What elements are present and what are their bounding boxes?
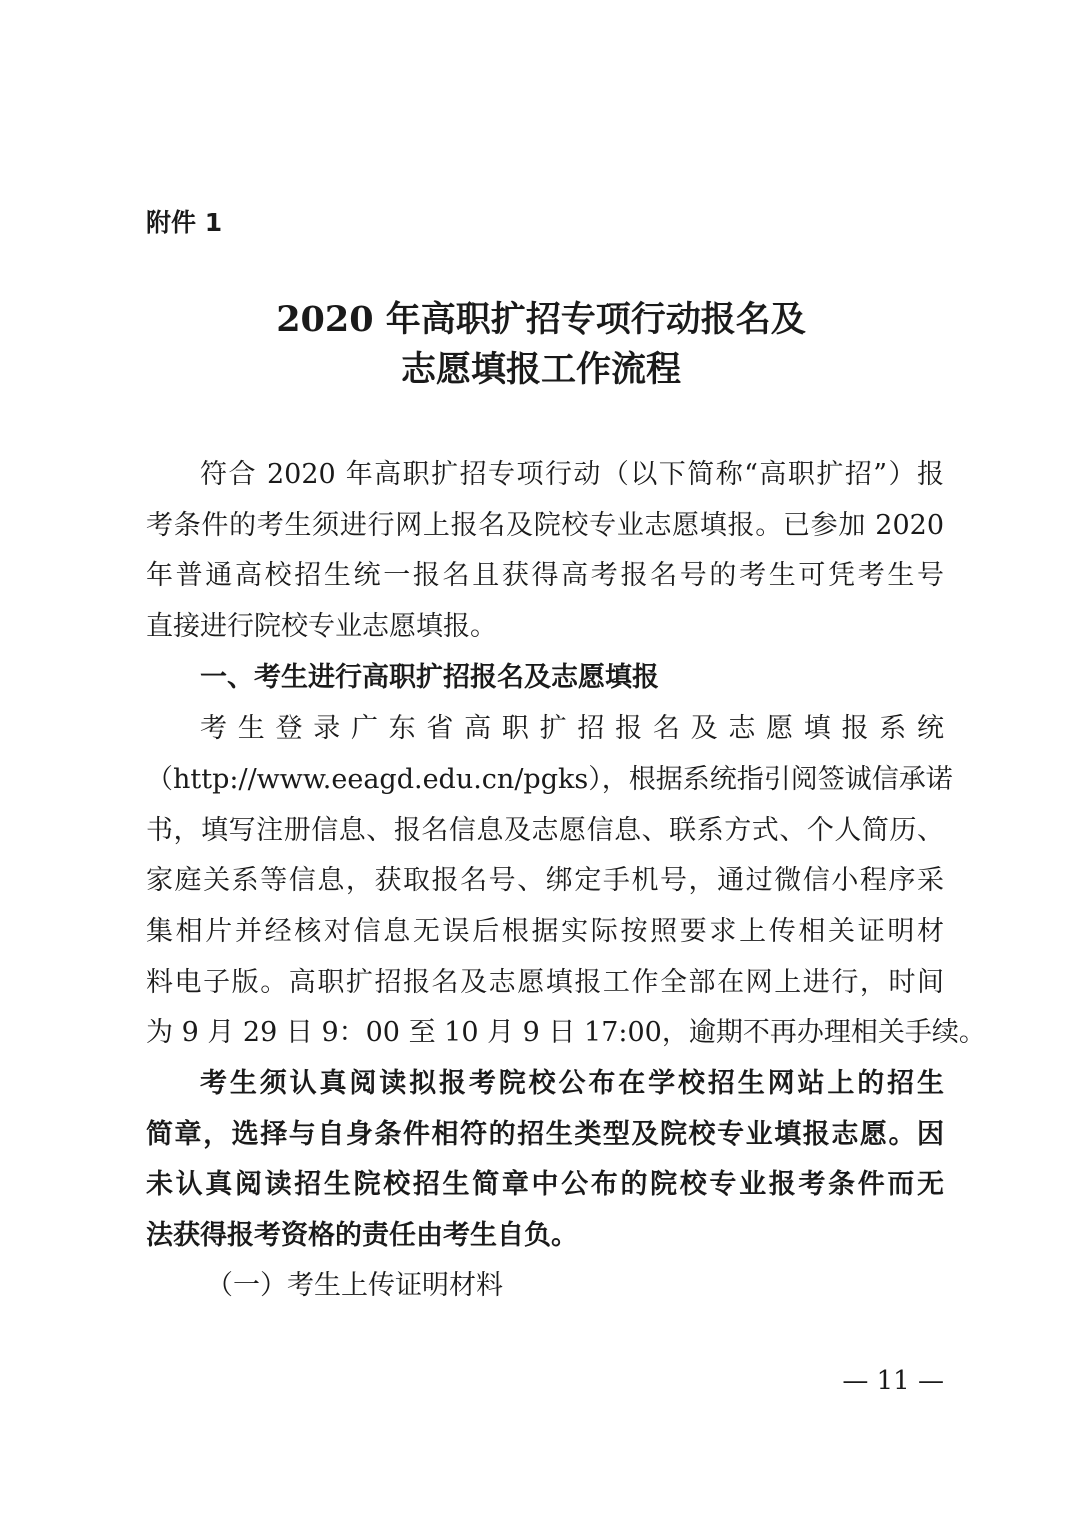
subheading: （一）考生上传证明材料 — [206, 1270, 503, 1301]
intro-line-4: 直接进行院校专业志愿填报。 — [146, 611, 497, 642]
intro-line-2: 考条件的考生须进行网上报名及院校专业志愿填报。已参加 2020 — [146, 510, 944, 541]
para2-line-3: 未认真阅读招生院校招生简章中公布的院校专业报考条件而无 — [146, 1169, 944, 1200]
attachment-label: 附件 1 — [146, 208, 223, 237]
para2-line-4: 法获得报考资格的责任由考生自负。 — [146, 1220, 578, 1251]
title-line-1: 2020 年高职扩招专项行动报名及 — [276, 299, 806, 340]
para1-line-6: 料电子版。高职扩招报名及志愿填报工作全部在网上进行，时间 — [146, 967, 944, 998]
para1-line-7: 为 9 月 29 日 9：00 至 10 月 9 日 17:00，逾期不再办理相关手续。 — [146, 1017, 986, 1048]
para1-line-4: 家庭关系等信息，获取报名号、绑定手机号，通过微信小程序采 — [146, 865, 944, 896]
page-number: — 11 — — [842, 1366, 944, 1396]
para1-line-5: 集相片并经核对信息无误后根据实际按照要求上传相关证明材 — [146, 916, 944, 947]
section-heading: 一、考生进行高职扩招报名及志愿填报 — [200, 662, 659, 693]
para2-line-1: 考生须认真阅读拟报考院校公布在学校招生网站上的招生 — [200, 1068, 944, 1099]
intro-line-1: 符合 2020 年高职扩招专项行动（以下简称“高职扩招”）报 — [200, 459, 944, 490]
intro-line-3: 年普通高校招生统一报名且获得高考报名号的考生可凭考生号 — [146, 560, 944, 591]
title-line-2: 志愿填报工作流程 — [400, 349, 681, 390]
para1-line-2: （http://www.eeagd.edu.cn/pgks），根据系统指引阅签诚信承诺 — [146, 764, 953, 795]
para1-line-3: 书，填写注册信息、报名信息及志愿信息、联系方式、个人简历、 — [146, 815, 944, 846]
para2-line-2: 简章，选择与自身条件相符的招生类型及院校专业填报志愿。因 — [146, 1119, 944, 1150]
para1-line-1: 考生登录广东省高职扩招报名及志愿填报系统 — [200, 713, 944, 744]
